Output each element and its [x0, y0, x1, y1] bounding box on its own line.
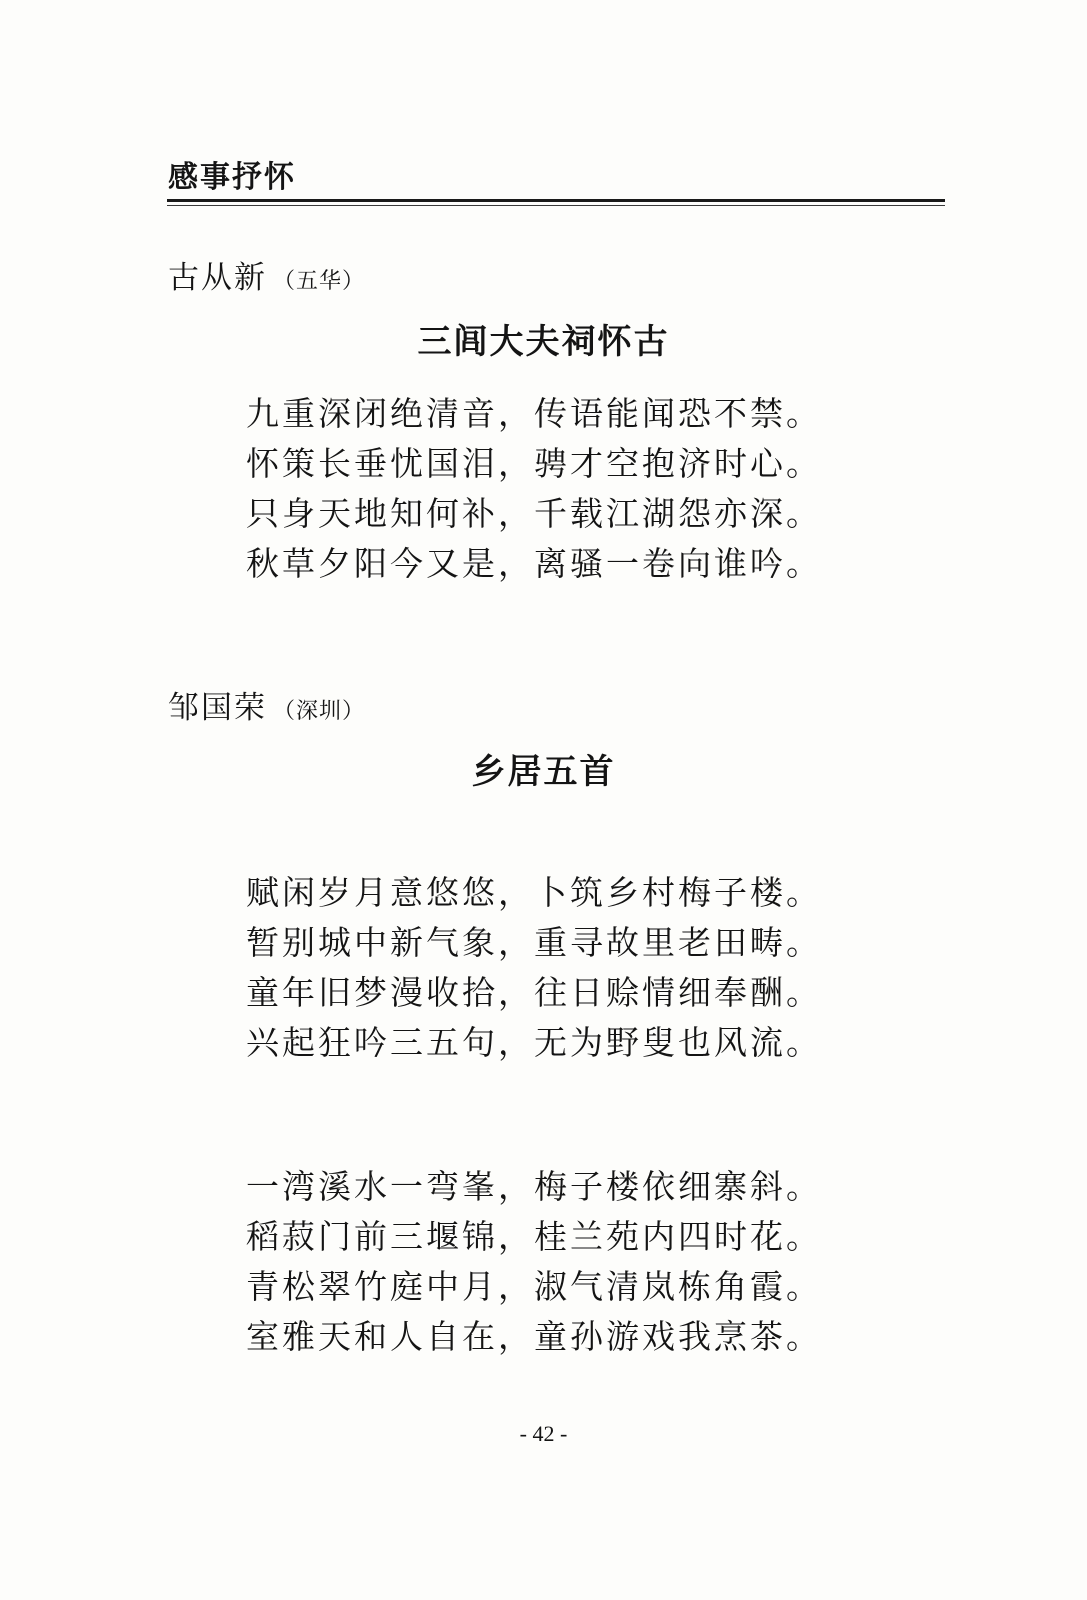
author-place: （五华）	[273, 269, 366, 294]
poem-line: 稻菽门前三堰锦，桂兰苑内四时花。	[246, 1217, 822, 1256]
poem-line: 怀策长垂忧国泪，骋才空抱济时心。	[246, 444, 822, 483]
poem-line: 兴起狂吟三五句，无为野叟也风流。	[246, 1023, 822, 1062]
author-line	[168, 688, 365, 732]
poem-line: 九重深闭绝清音，传语能闻恐不禁。	[246, 394, 822, 433]
poem-title: 乡居五首	[471, 752, 616, 792]
page-number: - 42 -	[519, 1421, 568, 1446]
poem-line: 秋草夕阳今又是，离骚一卷向谁吟。	[246, 544, 822, 583]
poem-line: 赋闲岁月意悠悠，卜筑乡村梅子楼。	[246, 873, 822, 912]
author-line	[168, 258, 365, 302]
section-title: 感事抒怀	[168, 160, 296, 195]
poem-line: 暂别城中新气象，重寻故里老田畴。	[246, 923, 822, 962]
poem-stanza	[246, 389, 822, 589]
poem-line: 室雅天和人自在，童孙游戏我烹茶。	[246, 1317, 822, 1356]
author-name: 古从新	[168, 260, 267, 296]
poem-stanza	[246, 1162, 822, 1362]
poem-line: 一湾溪水一弯峯，梅子楼依细寨斜。	[246, 1167, 822, 1206]
poem-line: 童年旧梦漫收拾，往日赊情细奉酬。	[246, 973, 822, 1012]
poem-line: 只身天地知何补，千载江湖怨亦深。	[246, 494, 822, 533]
author-place: （深圳）	[273, 699, 366, 724]
poem-stanza	[246, 868, 822, 1068]
header-rule-thick	[167, 199, 945, 202]
poem-line: 青松翠竹庭中月，淑气清岚栋角霞。	[246, 1267, 822, 1306]
author-name: 邹国荣	[168, 690, 267, 726]
poem-title: 三闾大夫祠怀古	[417, 322, 670, 362]
header-rule-thin	[167, 205, 945, 206]
